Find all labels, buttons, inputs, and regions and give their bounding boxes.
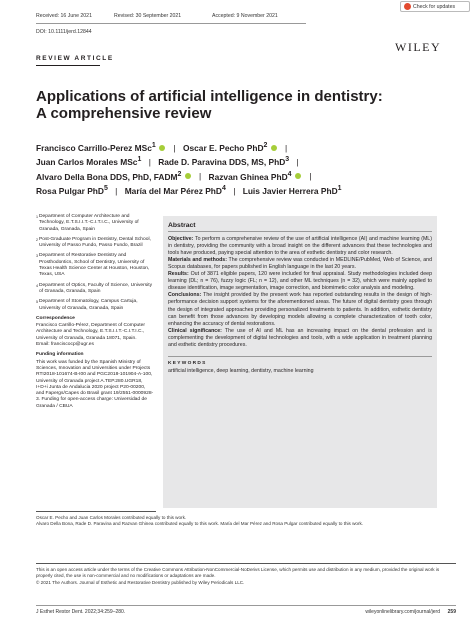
author-sup: 1	[151, 142, 156, 149]
dates-rule	[36, 23, 306, 24]
affiliation-text: Department of Stomatology, Campus Cartuja, University of Granada, Granada, Spain	[39, 299, 138, 311]
author-name: María del Mar Pérez PhD	[124, 185, 222, 196]
funding-text: This work was funded by the Spanish Ministry of Sciences, Innovation and Universities under Projects RTI2018-101674-B-I00 and PGC2018-101904-A-100, University of Granada project A.TEP.280.UGR18, I+D+i Junta de Andalucia 2020 project P20-00200, and Fapergs/Capes do Brasil grant 19/2551-0000928-3. Funding for open-access charge: Universidad de Granada / CBUA	[36, 359, 154, 409]
check-updates-button[interactable]	[400, 1, 470, 12]
author-separator: |	[296, 157, 299, 168]
publisher-logo: WILEY	[395, 40, 442, 54]
orcid-icon[interactable]	[185, 173, 191, 179]
title-line-2: A comprehensive review	[36, 105, 212, 122]
affiliation	[36, 237, 154, 250]
author-sup: 5	[103, 184, 108, 192]
affiliation-num: 4	[36, 283, 38, 288]
objective-text: To perform a comprehensive review of the use of artificial intelligence (AI) and machine learning (ML) in dentistry, providing the community with a broad insight on the different advances that these technologies and tools have produced, paying special attention to the area of esthetic dentistry and color research.	[168, 236, 432, 257]
article-type-rule	[36, 65, 100, 66]
author-line-1	[36, 140, 456, 154]
affiliation-num: 1	[36, 215, 38, 219]
title-line-1: Applications of artificial intelligence in dentistry:	[36, 88, 383, 105]
check-updates-label: Check for updates	[413, 3, 456, 10]
author-line-4	[36, 183, 456, 197]
significance-text: The use of AI and ML has an increasing impact on the dental profession and is complementing the development of digital technologies and tools, with a wide application in treatment planning and esthetic dentistry procedures.	[168, 327, 432, 348]
license-block	[36, 567, 456, 586]
abstract-methods	[168, 257, 432, 271]
affiliation-num: 3	[36, 254, 38, 259]
author-sup: 1	[337, 184, 342, 192]
abstract-results	[168, 271, 432, 292]
footer-rule	[36, 605, 456, 606]
results-text: Out of 3871 eligible papers, 120 were included for final appraisal. Study methodologies included deep learning (DL; n = 76), fuzzy logic (FL; n = 12), and other ML techniques (n = 32), which were mainly applied to disease identification, image segmentation, image correction, and biomimetic color analysis and modeling.	[168, 271, 432, 292]
affiliation	[36, 299, 154, 312]
author-name: Alvaro Della Bona DDS, PhD, FADM	[36, 171, 178, 182]
abstract-rule	[168, 231, 432, 232]
affiliation-num: 2	[36, 237, 38, 242]
author-sup: 3	[285, 156, 290, 164]
correspondence-email[interactable]: Email: franciscocp@ugr.es	[36, 342, 94, 348]
author-sup: 2	[263, 142, 268, 149]
revised-date: Revised: 30 September 2021	[114, 13, 182, 19]
conclusions-label: Conclusions:	[168, 292, 202, 299]
footnote: Oscar E. Pecho and Juan Carlos Morales contributed equally to this work.	[36, 515, 187, 520]
article-type: REVIEW ARTICLE	[36, 55, 114, 62]
author-name: Francisco Carrillo-Perez MSc	[36, 142, 152, 153]
author-separator: |	[199, 171, 202, 182]
keywords-text: artificial intelligence, deep learning, dentistry, machine learning	[168, 367, 314, 374]
abstract-box	[163, 216, 437, 508]
affiliation-text: Post-Graduate Program in Dentistry, Dental School, University of Passo Fundo, Passo Fundo, Brazil	[39, 236, 151, 249]
dates-bar	[36, 9, 456, 25]
author-name: Juan Carlos Morales MSc	[36, 157, 138, 168]
author-name: Oscar E. Pecho PhD	[182, 142, 264, 153]
abstract-conclusions	[168, 292, 432, 327]
orcid-icon[interactable]	[271, 145, 277, 151]
correspondence-text: Francisco Carrillo-Pérez, Department of Computer Architecture and Technology, E.T.S.I.I.T.-C.I.T.I.C., University of Granada, Granada 18071, Spain.	[36, 323, 145, 341]
significance-label: Clinical significance:	[168, 327, 222, 334]
author-sup: 4	[221, 184, 226, 192]
author-list	[36, 140, 456, 197]
methods-text: The comprehensive review was conducted in MEDLINE/PubMed, Web of Science, and Scopus databases, for papers published in English language in the last 20 years.	[168, 257, 432, 271]
page-number: 259	[447, 609, 456, 615]
affiliation-text: Department of Computer Architecture and Technology, E.T.S.I.I.T.-C.I.T.I.C., University of Granada, Granada, Spain	[39, 214, 139, 232]
footnote-rule	[36, 511, 156, 512]
author-separator: |	[285, 142, 288, 153]
funding-heading: Funding information	[36, 352, 84, 358]
author-separator: |	[148, 157, 151, 168]
keywords-heading: KEYWORDS	[168, 360, 207, 366]
objective-label: Objective:	[168, 236, 194, 243]
keywords-rule	[168, 356, 432, 357]
correspondence-heading: Correspondence	[36, 315, 75, 321]
orcid-icon[interactable]	[295, 173, 301, 179]
author-name: Rade D. Paravina DDS, MS, PhD	[158, 157, 286, 168]
methods-label: Materials and methods:	[168, 257, 227, 264]
author-sup: 1	[137, 156, 142, 164]
footnote: Alvaro Della Bona, Rade D. Paravina and Razvan Ghinea contributed equally to this work. María del Mar Pérez and Rosa Pulgar contributed equally to this work.	[36, 521, 364, 527]
author-separator: |	[115, 185, 118, 196]
abstract-heading: Abstract	[168, 222, 196, 229]
conclusions-text: The insight provided by the present work has reported outstanding results in the design of high-performance decision support systems for the aforementioned areas. The future of digital dentistry goes through the design of integrated approaches providing personalized treatments to patients. In addition, esthetic dentistry can benefit from those advances by developing models allowing a complete characterization of tooth color, enhancing the accuracy of dental restorations.	[168, 292, 432, 327]
affiliation-text: Department of Optics, Faculty of Science, University of Granada, Granada, Spain	[39, 282, 153, 294]
footnotes	[36, 515, 456, 528]
author-name: Razvan Ghinea PhD	[208, 171, 288, 182]
abstract-objective	[168, 236, 432, 257]
affiliation-num: 5	[36, 300, 38, 305]
author-name: Luis Javier Herrera PhD	[242, 185, 338, 196]
license-text: This is an open access article under the terms of the Creative Commons Attribution-NonCommercial-NoDerivs License, which permits use and distribution in any medium, provided the original work is properly cited, the use is non-commercial and no modifications or adaptations are made.	[36, 567, 440, 579]
journal-citation: J Esthet Restor Dent. 2022;34:259–280.	[36, 609, 126, 615]
license-rule	[36, 563, 456, 564]
accepted-date: Accepted: 9 November 2021	[212, 13, 278, 19]
check-updates-icon	[404, 3, 411, 10]
author-line-2	[36, 154, 456, 168]
author-sup: 2	[177, 170, 182, 178]
author-separator: |	[233, 185, 236, 196]
page-title	[36, 88, 436, 122]
affiliation	[36, 253, 154, 278]
affiliation-text: Department of Restorative Dentistry and Prosthodontics, School of Dentistry, University of Texas Health Science Center at Houston, Houston, Texas, USA	[39, 253, 150, 278]
author-sup: 4	[287, 170, 292, 178]
doi[interactable]: DOI: 10.1111/jerd.12844	[36, 29, 92, 35]
affiliation	[36, 214, 154, 233]
results-label: Results:	[168, 271, 189, 278]
left-column	[36, 214, 154, 410]
orcid-icon[interactable]	[159, 145, 165, 151]
copyright-text: © 2021 The Authors. Journal of Esthetic and Restorative Dentistry published by Wiley Periodicals LLC.	[36, 579, 245, 585]
author-separator: |	[309, 171, 312, 182]
received-date: Received: 16 June 2021	[36, 13, 92, 19]
author-line-3	[36, 169, 456, 183]
journal-url[interactable]: wileyonlinelibrary.com/journal/jerd	[365, 609, 440, 615]
affiliation	[36, 283, 154, 296]
abstract-significance	[168, 328, 432, 349]
author-separator: |	[173, 142, 176, 153]
author-name: Rosa Pulgar PhD	[36, 185, 104, 196]
